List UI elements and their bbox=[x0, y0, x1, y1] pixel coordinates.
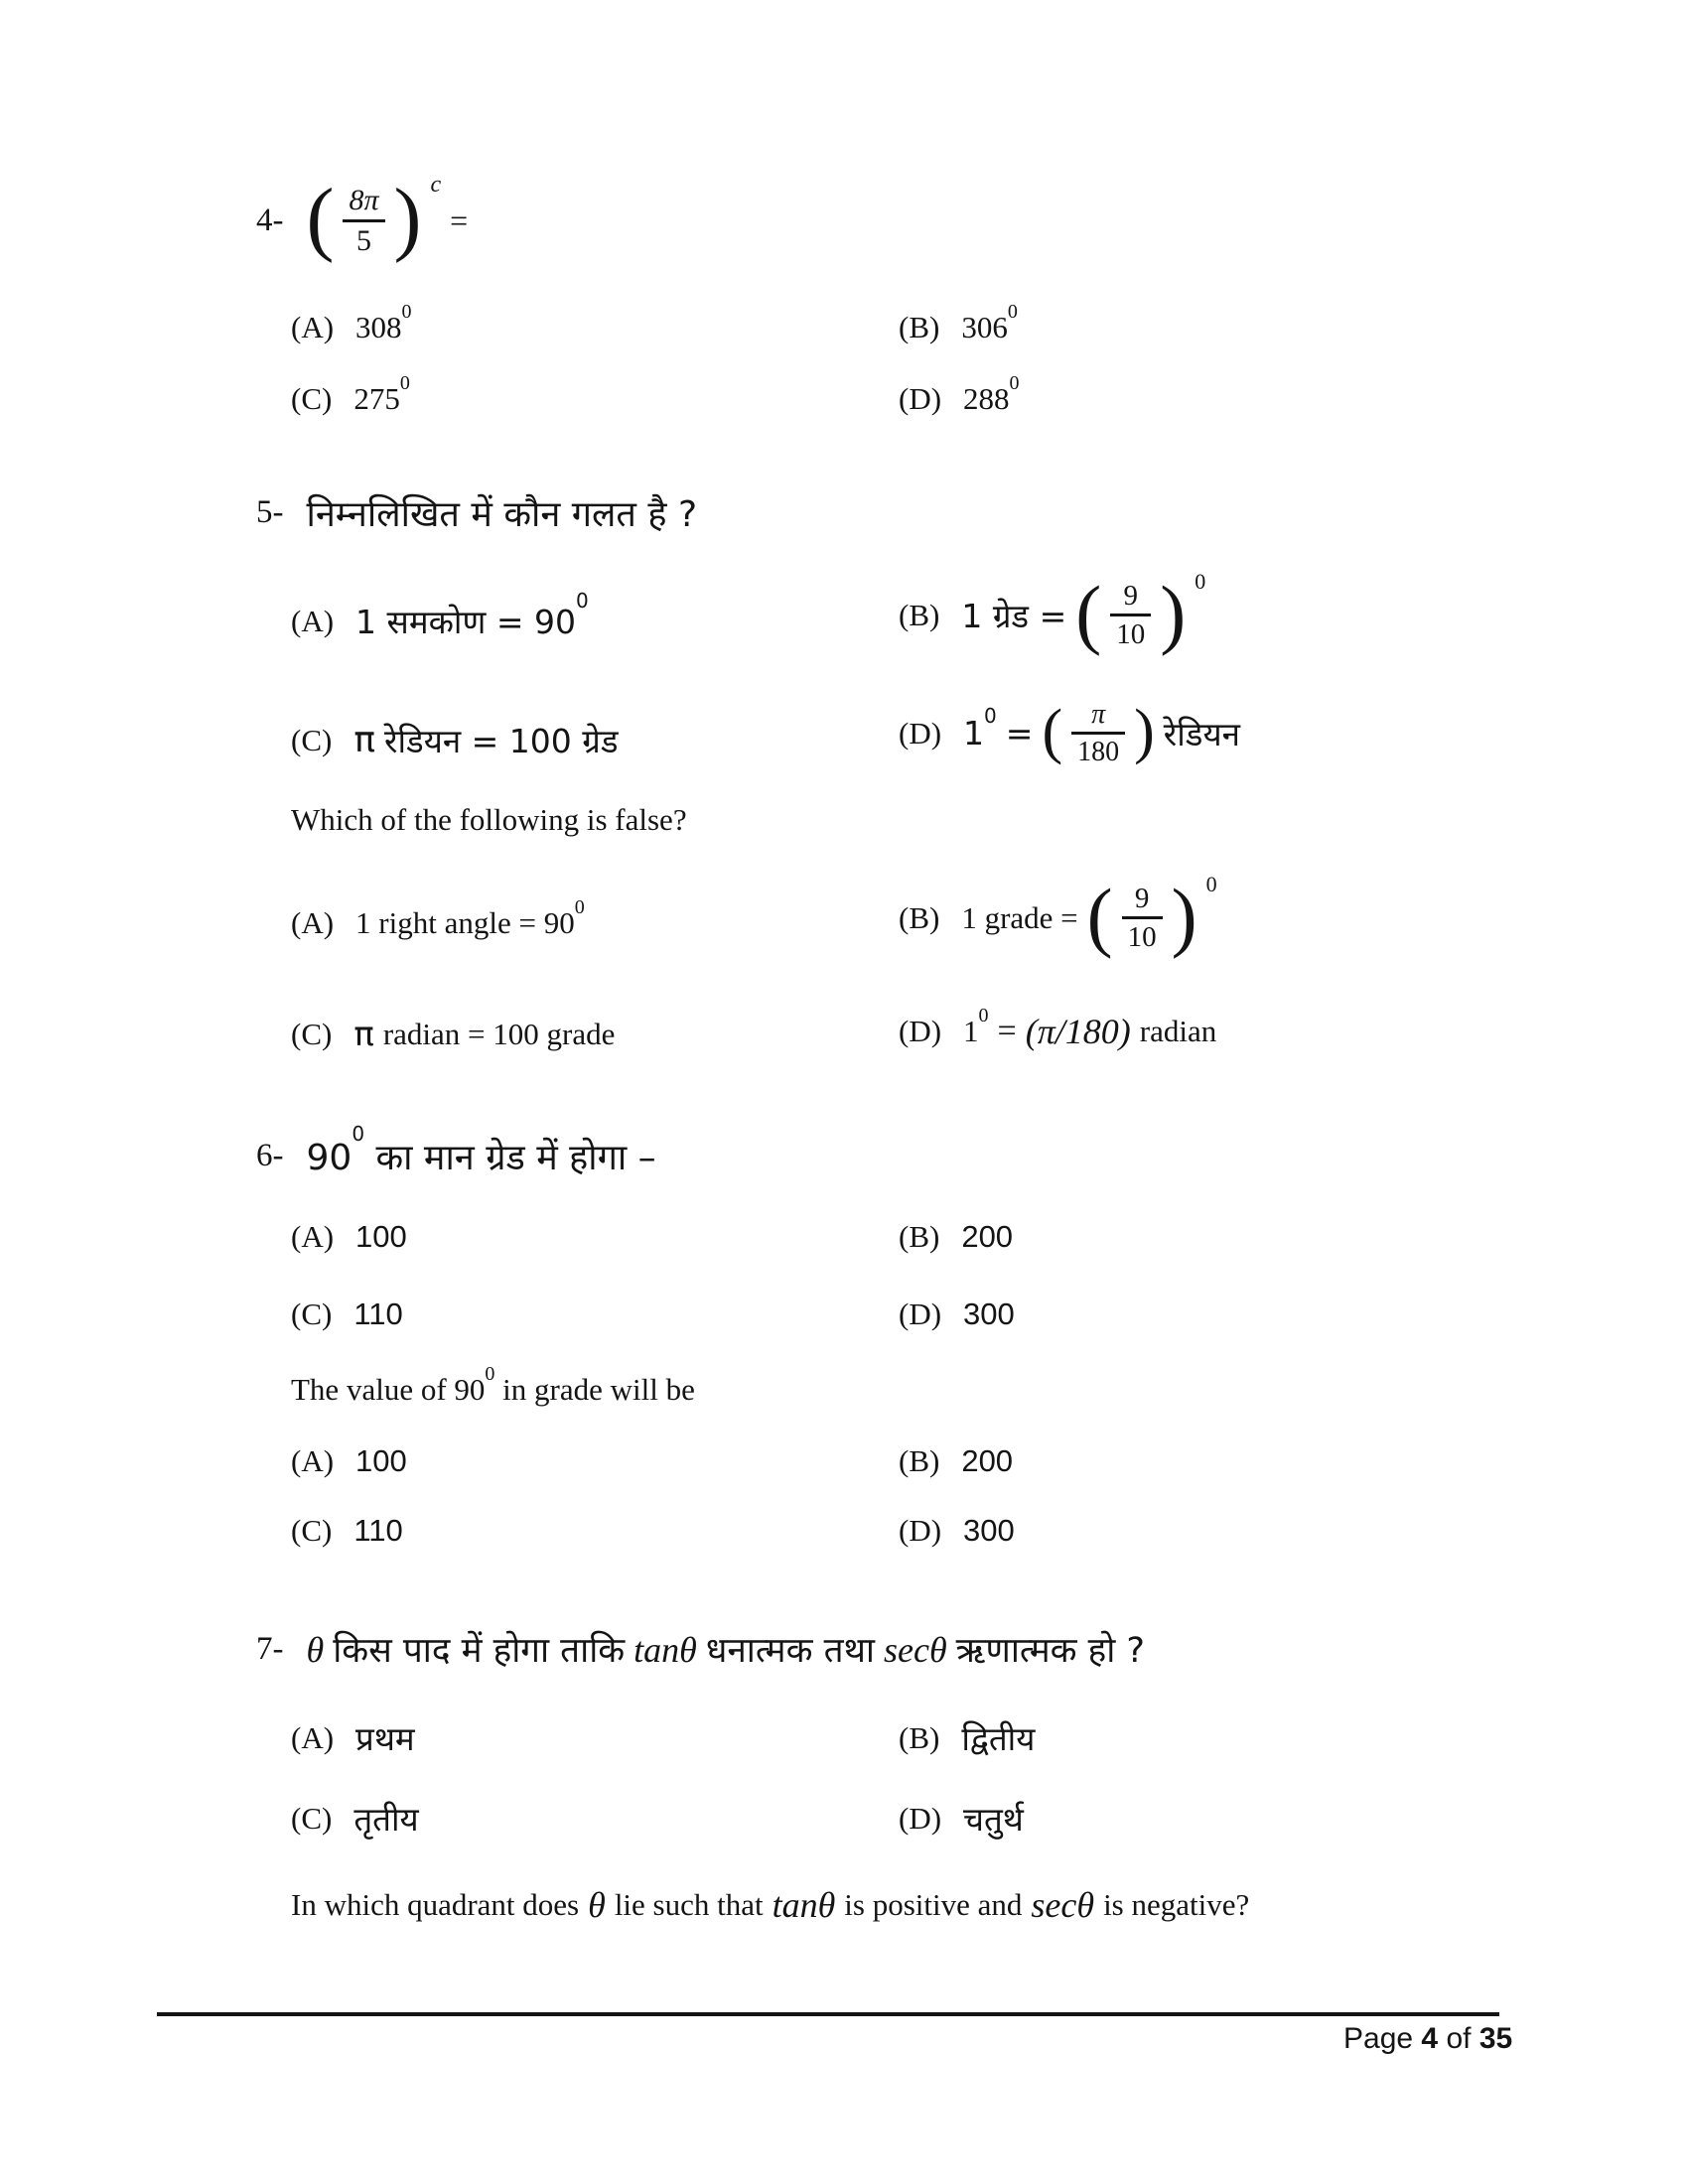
option-value: 300 bbox=[963, 1297, 1015, 1331]
superscript: 0 bbox=[1195, 568, 1206, 594]
q7-option-d bbox=[899, 1796, 1024, 1841]
option-value: 100 bbox=[355, 1443, 407, 1478]
q5-english-option-d bbox=[899, 1005, 1217, 1052]
fraction-denominator: 10 bbox=[1110, 614, 1151, 649]
fraction-denominator: 5 bbox=[343, 219, 384, 257]
option-label: (B) bbox=[899, 310, 940, 344]
option-value: तृतीय bbox=[353, 1800, 419, 1839]
q6-english-option-b bbox=[899, 1443, 1013, 1479]
pi-symbol: π bbox=[353, 720, 376, 760]
sec-theta: secθ bbox=[884, 1629, 947, 1670]
question-7-stem-hindi bbox=[256, 1626, 1145, 1673]
superscript: 0 bbox=[1205, 871, 1217, 896]
option-label: (A) bbox=[291, 905, 335, 940]
option-value: 1 right angle = $90^0$ bbox=[355, 896, 585, 940]
option-label: (D) bbox=[899, 1297, 942, 1331]
option-label: (B) bbox=[899, 1443, 940, 1478]
option-value: $1^0$ bbox=[963, 704, 997, 753]
fraction-numerator: 9 bbox=[1134, 883, 1150, 914]
option-label: (B) bbox=[899, 1719, 940, 1755]
superscript: 0 bbox=[352, 1122, 365, 1146]
equals-sign: = bbox=[997, 1013, 1017, 1049]
option-label: (D) bbox=[899, 381, 942, 416]
option-value: 110 bbox=[353, 1297, 403, 1331]
footer-divider bbox=[157, 2012, 1499, 2016]
option-label: (C) bbox=[291, 1513, 333, 1548]
q6-english-option-d bbox=[899, 1513, 1015, 1549]
option-value: द्वितीय bbox=[961, 1719, 1036, 1758]
superscript: 0 bbox=[978, 1005, 989, 1026]
of-label: of bbox=[1446, 2022, 1472, 2055]
option-label: (C) bbox=[291, 1297, 333, 1331]
superscript: 0 bbox=[984, 704, 997, 729]
option-label: (D) bbox=[899, 715, 942, 751]
question-7-stem-english bbox=[291, 1884, 1249, 1926]
theta-symbol: θ bbox=[306, 1629, 325, 1670]
option-text: रेडियन = 100 ग्रेड bbox=[384, 722, 619, 760]
superscript: 0 bbox=[574, 896, 585, 918]
option-label: (B) bbox=[899, 899, 940, 935]
question-5-stem-english bbox=[291, 802, 687, 838]
option-label: (D) bbox=[899, 1014, 942, 1048]
superscript: 0 bbox=[1009, 372, 1020, 394]
q6-hindi-option-d bbox=[899, 1297, 1015, 1332]
option-value: $288^0$ bbox=[963, 372, 1020, 416]
q6-hindi-option-b bbox=[899, 1219, 1013, 1255]
q4-option-b bbox=[899, 301, 1018, 345]
q6-hindi-option-a bbox=[291, 1219, 407, 1255]
option-value: 110 bbox=[353, 1513, 403, 1548]
superscript: 0 bbox=[485, 1363, 495, 1385]
q4-option-a bbox=[291, 301, 412, 345]
question-number: 7- bbox=[256, 1631, 284, 1667]
q7-option-a bbox=[291, 1715, 415, 1760]
option-text: 1 grade = bbox=[961, 899, 1078, 935]
option-label: (C) bbox=[291, 1017, 333, 1051]
option-value: 100 bbox=[355, 1219, 407, 1254]
math-expression: (π/180) bbox=[1025, 1012, 1131, 1051]
option-value: 200 bbox=[961, 1219, 1014, 1254]
unit-text: radian bbox=[1139, 1014, 1217, 1048]
q7-option-c bbox=[291, 1796, 419, 1841]
q5-hindi-option-b: (B) 1 ग्रेड = ( $\frac{9}{10}$ ) 0 bbox=[899, 568, 1206, 656]
option-label: (A) bbox=[291, 1219, 335, 1254]
option-label: (A) bbox=[291, 1443, 335, 1478]
option-value: $306^0$ bbox=[961, 301, 1018, 344]
q4-option-d bbox=[899, 372, 1020, 417]
fraction bbox=[1122, 884, 1163, 953]
stem-text: is positive and bbox=[844, 1887, 1023, 1922]
fraction bbox=[1110, 581, 1151, 650]
q5-english-option-b: (B) 1 grade = ( $\frac{9}{10}$ ) 0 bbox=[899, 871, 1217, 959]
superscript: 0 bbox=[399, 372, 410, 394]
q5-hindi-option-d: (D) $1^0$ = ( $\frac{\pi}{180}$ ) रेडियन bbox=[899, 697, 1240, 768]
stem-text: Which of the following is false? bbox=[291, 802, 687, 837]
stem-text: धनात्मक तथा bbox=[705, 1631, 875, 1671]
option-value: प्रथम bbox=[355, 1719, 415, 1758]
q6-hindi-option-c bbox=[291, 1297, 403, 1332]
question-5-stem-hindi bbox=[256, 488, 697, 537]
q7-option-b bbox=[899, 1715, 1035, 1760]
stem-text: $90^0$ का मान ग्रेड में होगा – bbox=[306, 1122, 656, 1178]
option-value: चतुर्थ bbox=[963, 1800, 1024, 1839]
fraction-numerator: 8π bbox=[349, 184, 379, 216]
fraction bbox=[343, 185, 384, 256]
stem-text: ऋणात्मक हो ? bbox=[955, 1631, 1146, 1671]
option-value: 200 bbox=[961, 1443, 1014, 1478]
option-label: (C) bbox=[291, 1800, 333, 1836]
question-number: 5- bbox=[256, 494, 284, 530]
option-value: 300 bbox=[963, 1513, 1015, 1548]
unit-text: रेडियन bbox=[1163, 715, 1240, 754]
equals-sign: = bbox=[450, 202, 469, 238]
stem-text: किस पाद में होगा ताकि bbox=[333, 1631, 626, 1671]
option-value: $1^0$ bbox=[963, 1005, 989, 1048]
stem-text: The value of $90^0$ in grade will be bbox=[291, 1363, 695, 1407]
option-label: (A) bbox=[291, 1719, 335, 1755]
stem-text: lie such that bbox=[614, 1887, 764, 1922]
question-number: 6- bbox=[256, 1138, 284, 1173]
exponent: c bbox=[430, 171, 442, 198]
q5-hindi-option-c bbox=[291, 718, 619, 762]
option-text: radian = 100 grade bbox=[382, 1017, 616, 1051]
q5-hindi-option-a bbox=[291, 589, 589, 643]
option-label: (B) bbox=[899, 597, 940, 632]
pi-symbol: π bbox=[353, 1015, 374, 1054]
option-value: $308^0$ bbox=[355, 301, 412, 344]
fraction-denominator: 10 bbox=[1122, 916, 1163, 952]
option-label: (A) bbox=[291, 310, 335, 344]
fraction-denominator: 180 bbox=[1071, 732, 1125, 766]
question-number: 4- bbox=[256, 202, 284, 238]
total-pages: 35 bbox=[1478, 2022, 1513, 2055]
superscript: 0 bbox=[1007, 301, 1018, 323]
option-label: (D) bbox=[899, 1513, 942, 1548]
option-text: 1 ग्रेड = bbox=[961, 597, 1067, 636]
sec-theta: secθ bbox=[1031, 1885, 1095, 1925]
q6-english-option-a bbox=[291, 1443, 407, 1479]
option-value: $275^0$ bbox=[353, 372, 410, 416]
option-label: (C) bbox=[291, 381, 333, 416]
q5-english-option-a bbox=[291, 896, 585, 941]
fraction bbox=[1071, 700, 1125, 767]
page-footer bbox=[1343, 2022, 1512, 2056]
option-label: (C) bbox=[291, 722, 333, 757]
question-4-stem: 4- ( $\frac{8\pi}{5}$ ) c = bbox=[256, 171, 469, 264]
tan-theta: tanθ bbox=[772, 1885, 836, 1925]
fraction-numerator: 9 bbox=[1123, 580, 1138, 612]
stem-text: निम्नलिखित में कौन गलत है ? bbox=[306, 494, 698, 535]
q5-english-option-c bbox=[291, 1015, 615, 1054]
q4-option-c bbox=[291, 372, 410, 417]
superscript: 0 bbox=[401, 301, 412, 323]
question-6-stem-english bbox=[291, 1363, 695, 1408]
option-value: 1 समकोण = $90^0$ bbox=[355, 589, 589, 641]
option-label: (D) bbox=[899, 1800, 942, 1836]
option-label: (B) bbox=[899, 1219, 940, 1254]
stem-text: is negative? bbox=[1103, 1887, 1250, 1922]
stem-text: In which quadrant does bbox=[291, 1887, 580, 1922]
page-label: Page bbox=[1343, 2022, 1414, 2055]
superscript: 0 bbox=[575, 589, 589, 613]
page-number: 4 bbox=[1421, 2022, 1439, 2055]
fraction-numerator: π bbox=[1091, 699, 1106, 730]
theta-symbol: θ bbox=[588, 1885, 606, 1925]
equals-sign: = bbox=[1005, 714, 1034, 753]
option-label: (A) bbox=[291, 603, 335, 638]
tan-theta: tanθ bbox=[633, 1629, 697, 1670]
question-6-stem-hindi bbox=[256, 1122, 656, 1180]
q6-english-option-c bbox=[291, 1513, 403, 1549]
